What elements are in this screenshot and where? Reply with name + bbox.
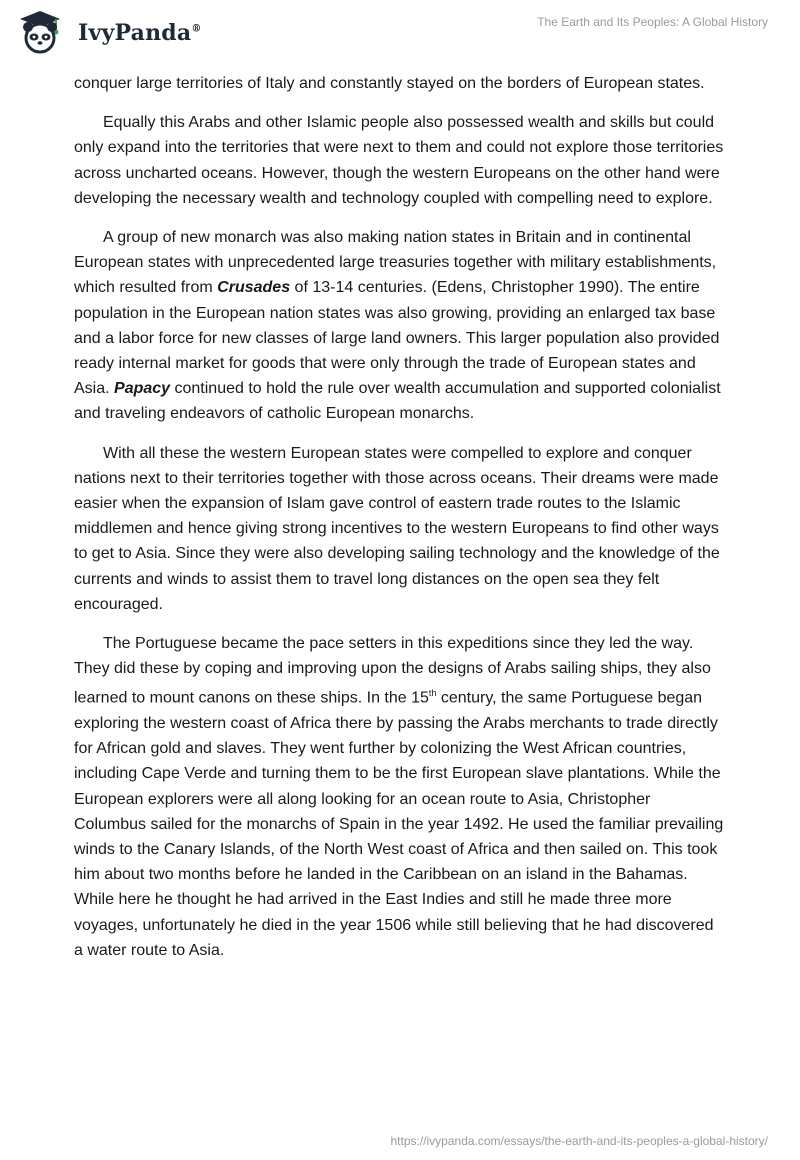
paragraph: With all these the western European states were compelled to explore and conquer nations next to their territories together with those across oceans. Their dreams were made easier when the expansion of Islam gave control of eastern trade routes to the Islamic middlemen and hence giving strong incentives to the western Europeans to find other ways to get to Asia. Since they were also developing sailing technology and the knowledge of the currents and winds to assist them to travel long distances on the open sea they felt encouraged. bbox=[74, 444, 720, 613]
paragraph: A group of new monarch was also making nation states in Britain and in continental European states with unprecedented large treasuries together with military establishments, which resulted from Crusades of 13-14 centuries. (Edens, Christopher 1990). The entire population in the European nation states was also growing, providing an enlarged tax base and a labor force for new classes of large land owners. This larger population also provided ready internal market for goods that were only through the trade of European states and Asia. Papacy continued to hold the rule over wealth accumulation and supported colonialist and traveling endeavors of catholic European monarchs. bbox=[74, 229, 721, 423]
document-title: The Earth and Its Peoples: A Global History bbox=[537, 15, 768, 29]
paragraph: Equally this Arabs and other Islamic people also possessed wealth and skills but could only expand into the territories that were next to them and could not explore those territories across uncharted oceans. However, though the western Europeans on the other hand were developing the necessary wealth and technology coupled with compelling need to explore. bbox=[74, 114, 724, 207]
panda-graduate-icon bbox=[14, 8, 66, 56]
brand-logo[interactable] bbox=[14, 8, 202, 56]
essay-body bbox=[74, 71, 726, 977]
brand-name: IvyPanda® bbox=[78, 20, 202, 46]
emphasis-crusades: Crusades bbox=[217, 279, 291, 297]
paragraph: conquer large territories of Italy and constantly stayed on the borders of European states. bbox=[74, 75, 705, 92]
source-url-link[interactable]: https://ivypanda.com/essays/the-earth-and-its-peoples-a-global-history/ bbox=[390, 1134, 768, 1148]
emphasis-papacy: Papacy bbox=[114, 380, 171, 398]
paragraph: The Portuguese became the pace setters in this expeditions since they led the way. They did these by coping and improving upon the designs of Arabs sailing ships, they also learned to mount canons on these ships. In the 15th century, the same Portuguese began exploring the western coast of Africa there by passing the Arabs merchants to trade directly for African gold and slaves. They went further by colonizing the West African countries, including Cape Verde and turning them to be the first European slave plantations. While the European explorers were all along looking for an ocean route to Asia, Christopher Columbus sailed for the monarchs of Spain in the year 1492. He used the familiar prevailing winds to the Canary Islands, of the North West coast of Africa and then sailed on. This took him about two months before he landed in the Caribbean on an island in the Bahamas. While here he thought he had arrived in the East Indies and still he made three more voyages, unfortunately he died in the year 1506 while still believing that he had discovered a water route to Asia. bbox=[74, 635, 724, 959]
